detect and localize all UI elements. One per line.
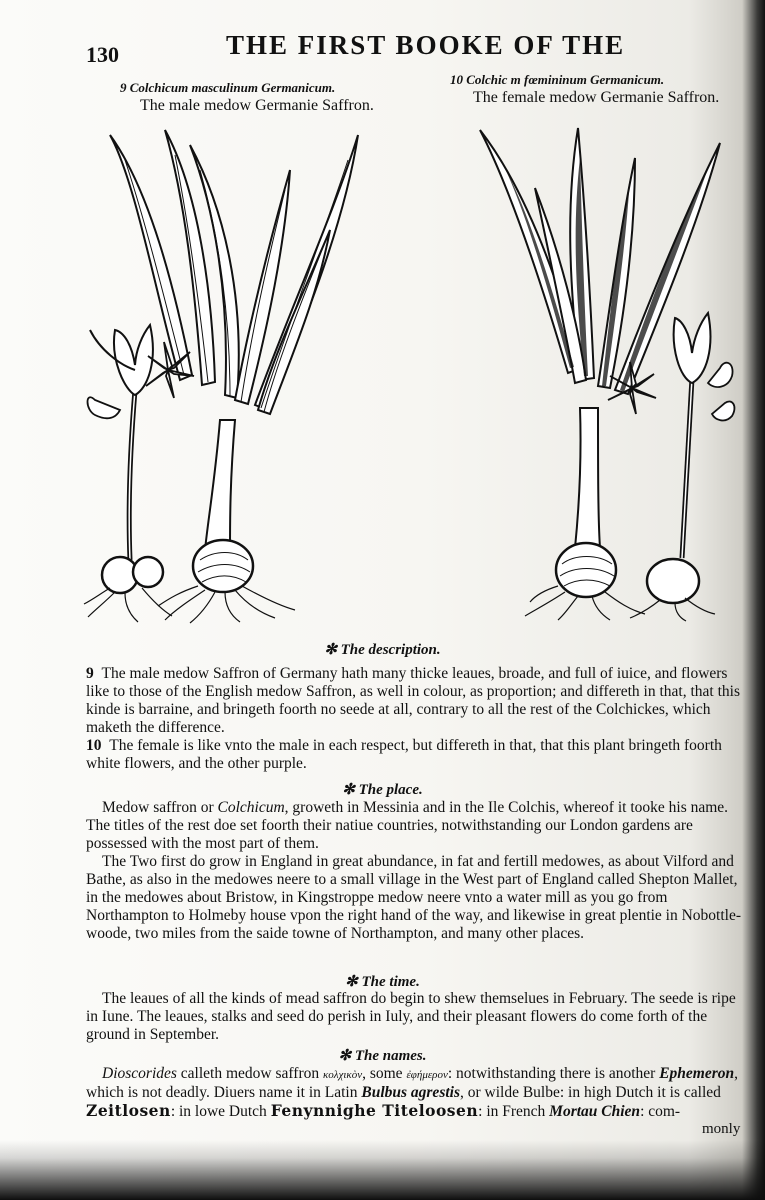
figure-left-latin-caption: 9 Colchicum masculinum Germanicum. [120, 80, 336, 95]
latin-term: Colchicum [217, 799, 285, 816]
text-run: : notwithstanding there is another [447, 1065, 660, 1082]
text-run: , groweth in Messinia and in the Ile Colchis, whereof it tooke his name. The titles of the rest doe set foorth their natiue countries, notwithstanding our London gardens are possessed with the most part of them. [86, 799, 729, 852]
text-run: , some [362, 1065, 407, 1082]
paragraph-text: The female is like vnto the male in each respect, but differeth in that, that this plant bringeth foorth white flowers, and the other purple. [86, 737, 722, 772]
time-text: The leaues of all the kinds of mead saffron do begin to shew themselues in February. The seede is ripe in Iune. The leaues, stalks and seed do perish in Iuly, and their pleasant flowers do come forth of the ground in September. [86, 990, 736, 1043]
section-heading-names: ✻ The names. [338, 1048, 427, 1064]
greek-term: ἐφήμερον [406, 1069, 448, 1081]
section-heading-time: ✻ The time. [345, 974, 420, 990]
text-run: : com- [640, 1103, 681, 1120]
description-paragraph-10 [86, 737, 742, 773]
paragraph-number: 10 [86, 737, 102, 754]
paragraph-text: The male medow Saffron of Germany hath many thicke leaues, broade, and full of iuice, and flowers like to those of the English medow Saffron, as well in colour, as proportion; and differeth in that, that this kinde is barraine, and bringeth foorth no seede at all, contrary to all the rest of the Colchickes, which maketh the difference. [86, 665, 740, 736]
scan-shadow [0, 1140, 765, 1200]
place-paragraph-1 [86, 799, 742, 853]
greek-term: κολχικὸν [322, 1069, 363, 1081]
text-run: calleth medow saffron [176, 1065, 323, 1082]
text-run: : in French [478, 1103, 550, 1120]
female-meadow-saffron-woodcut [470, 118, 745, 623]
section-heading-description: ✻ The description. [324, 642, 441, 658]
latin-term: Bulbus agrestis [361, 1084, 460, 1101]
catchword: monly [702, 1121, 741, 1137]
place-text [86, 799, 742, 943]
text-run: , which is not deadly. Diuers name it in Latin [86, 1065, 739, 1101]
section-heading-place: ✻ The place. [342, 782, 423, 798]
figure-right-english-caption: The female medow Germanie Saffron. [473, 89, 720, 106]
description-paragraph-9 [86, 665, 742, 737]
text-run: Medow saffron or [102, 799, 218, 816]
text-run: , or wilde Bulbe: in high Dutch it is called [460, 1084, 721, 1101]
running-head: THE FIRST BOOKE OF THE [226, 30, 626, 60]
latin-term: Ephemeron [659, 1065, 735, 1082]
page-number: 130 [86, 42, 119, 67]
french-term: Mortau Chien [549, 1103, 641, 1120]
male-meadow-saffron-woodcut [80, 120, 380, 625]
text-run: : in lowe Dutch [170, 1103, 271, 1120]
names-text [86, 1065, 742, 1121]
author-name: Dioscorides [102, 1065, 177, 1082]
paragraph-number: 9 [86, 665, 94, 682]
figure-right-latin-caption: 10 Colchic m fœmininum Germanicum. [450, 72, 665, 87]
dutch-term: Fenynnighe Titeloosen [270, 1101, 479, 1120]
description-text [86, 665, 742, 773]
figure-left-english-caption: The male medow Germanie Saffron. [140, 97, 374, 114]
place-paragraph-2: The Two first do grow in England in great abundance, in fat and fertill medowes, as about Vilford and Bathe, as also in the medowes neere to a small village in the West part of England called Shepton Mallet, in the medowes about Bristow, in Kingstroppe medow neere vnto a water mill as you go from Northampton to Holmeby house vpon the right hand of the way, and likewise in great plentie in Nobottle-woode, two miles from the saide towne of Northampton, and many other places. [86, 853, 742, 942]
dutch-term: Zeitlosen [86, 1101, 171, 1120]
